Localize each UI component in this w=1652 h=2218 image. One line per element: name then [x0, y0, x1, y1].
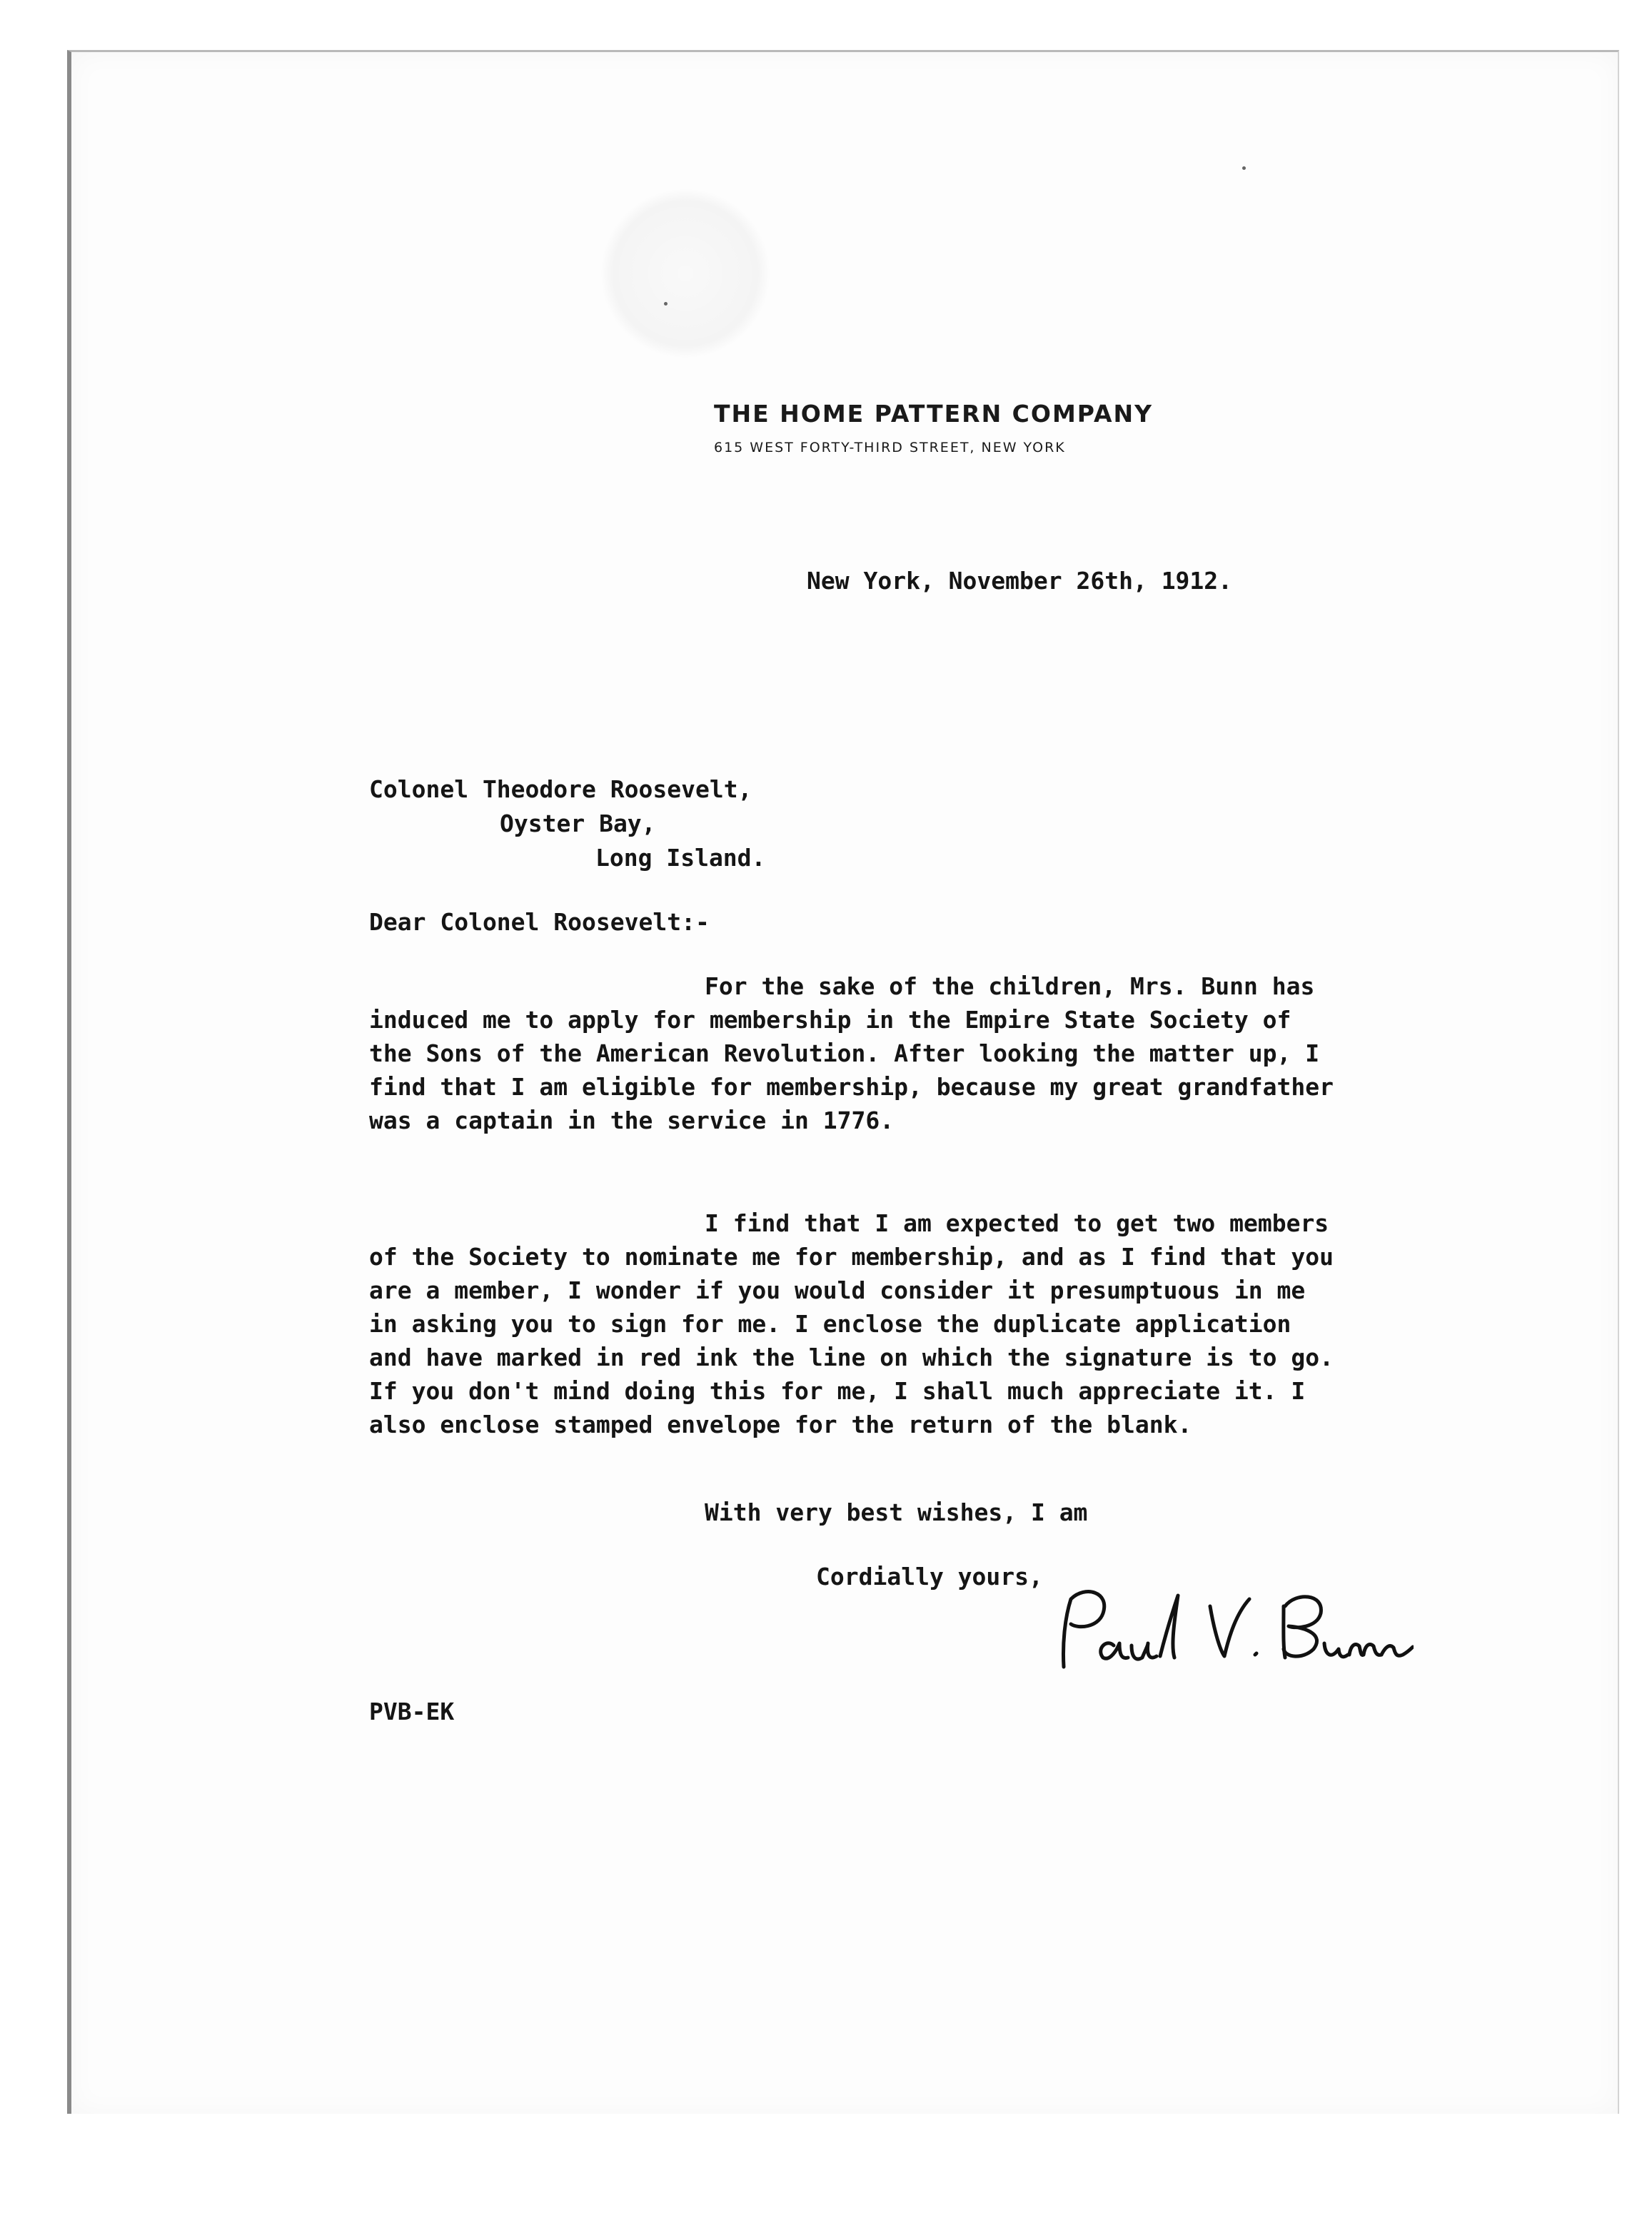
paragraph-1-text: For the sake of the children, Mrs. Bunn has induced me to apply for membership in the Empire State Society of the Sons of the American Revolution. After looking the matter up, I find that I am eligible for membership, because my great grandfather was a captain in the service in 1776.: [369, 972, 1334, 1134]
recipient-region: Long Island.: [595, 844, 766, 872]
company-name: THE HOME PATTERN COMPANY: [714, 400, 1153, 428]
paper-speck: [664, 302, 668, 306]
recipient-name: Colonel Theodore Roosevelt,: [369, 775, 752, 803]
closing-line: With very best wishes, I am: [705, 1498, 1088, 1526]
complimentary-close: Cordially yours,: [816, 1563, 1043, 1591]
salutation: Dear Colonel Roosevelt:-: [369, 908, 710, 936]
paper-speck: [1242, 166, 1246, 170]
body-paragraph-1: [369, 969, 1347, 1137]
paragraph-2-text: I find that I am expected to get two members of the Society to nominate me for membership, and as I find that you are a member, I wonder if you would consider it presumptuous in me in asking you to sign for me. I enclose the duplicate application and have marked in red ink the line on which the signature is to go. If you don't mind doing this for me, I shall much appreciate it. I also enclose stamped envelope for the return of the blank.: [369, 1209, 1334, 1438]
typist-initials: PVB-EK: [369, 1698, 455, 1725]
recipient-town: Oyster Bay,: [500, 810, 656, 837]
company-address: 615 WEST FORTY-THIRD STREET, NEW YORK: [714, 440, 1066, 455]
embossed-seal: [600, 188, 771, 359]
body-paragraph-2: [369, 1206, 1347, 1441]
dateline: New York, November 26th, 1912.: [807, 567, 1233, 595]
handwritten-signature: [1042, 1578, 1414, 1685]
